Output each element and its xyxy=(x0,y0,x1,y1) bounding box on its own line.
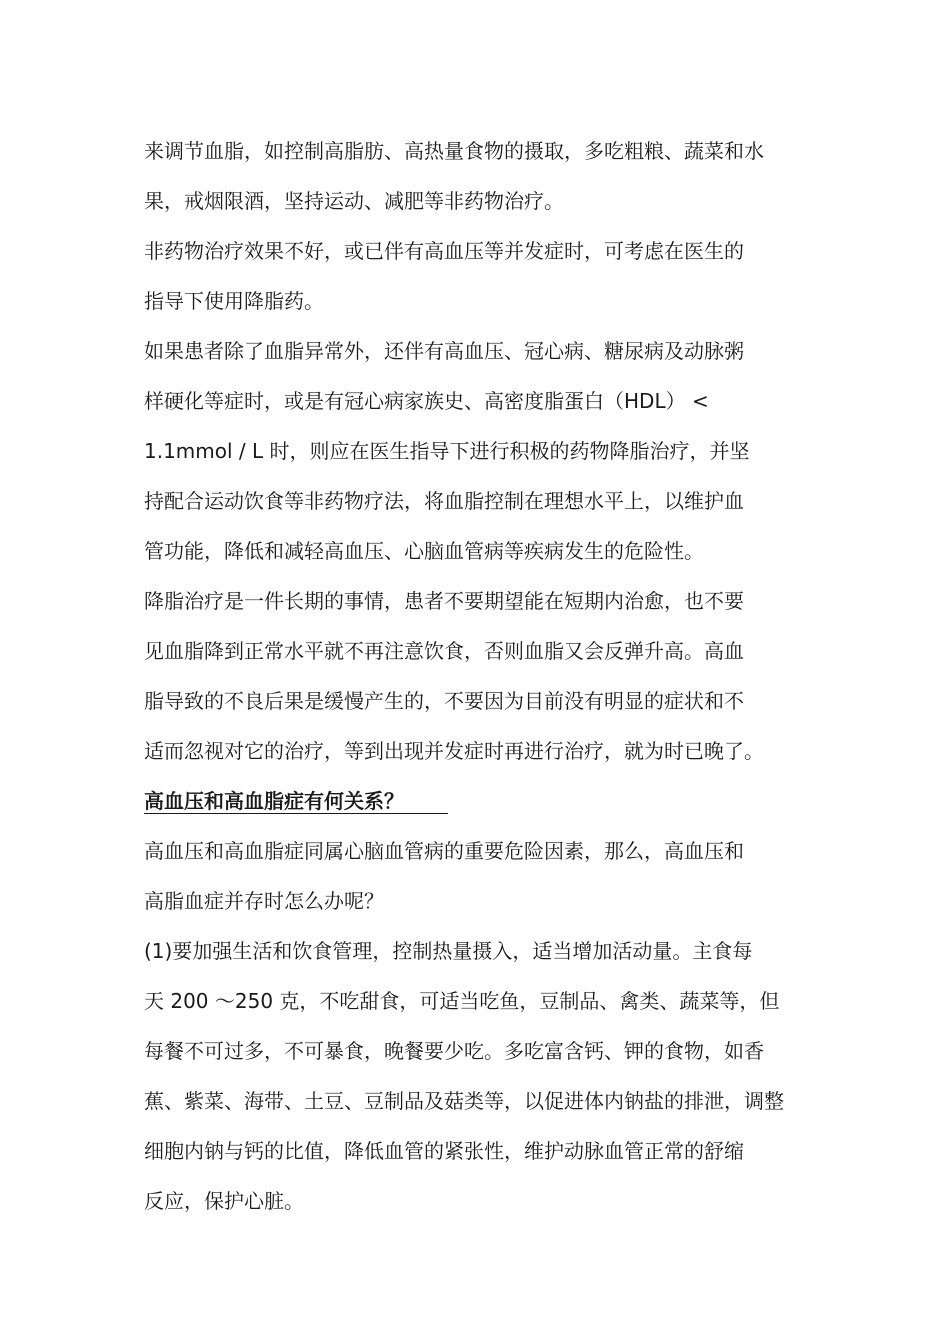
text-line: 每餐不可过多，不可暴食，晚餐要少吃。多吃富含钙、钾的食物，如香 xyxy=(144,1039,764,1063)
text-line: 如果患者除了血脂异常外，还伴有高血压、冠心病、糖尿病及动脉粥 xyxy=(144,339,744,363)
paragraph-drug-therapy xyxy=(144,226,824,326)
text-line: 反应，保护心脏。 xyxy=(144,1189,304,1213)
paragraph-diet-control xyxy=(144,126,824,226)
text-line: 高脂血症并存时怎么办呢？ xyxy=(144,889,384,913)
text-line: 果，戒烟限酒，坚持运动、减肥等非药物治疗。 xyxy=(144,189,564,213)
text-line: 天 200 ～250 克，不吃甜食，可适当吃鱼，豆制品、禽类、蔬菜等，但 xyxy=(144,989,780,1013)
paragraph-comorbidity xyxy=(144,326,824,576)
text-line: 高血压和高血脂症同属心脑血管病的重要危险因素，那么，高血压和 xyxy=(144,839,744,863)
text-line: 降脂治疗是一件长期的事情，患者不要期望能在短期内治愈，也不要 xyxy=(144,589,744,613)
text-line: 管功能，降低和减轻高血压、心脑血管病等疾病发生的危险性。 xyxy=(144,539,704,563)
text-line: 蕉、紫菜、海带、土豆、豆制品及菇类等，以促进体内钠盐的排泄，调整 xyxy=(144,1089,784,1113)
text-line: 非药物治疗效果不好，或已伴有高血压等并发症时，可考虑在医生的 xyxy=(144,239,744,263)
text-line: 细胞内钠与钙的比值，降低血管的紧张性，维护动脉血管正常的舒缩 xyxy=(144,1139,744,1163)
text-line: 脂导致的不良后果是缓慢产生的，不要因为目前没有明显的症状和不 xyxy=(144,689,744,713)
text-line: 样硬化等症时，或是有冠心病家族史、高密度脂蛋白（HDL） < xyxy=(144,389,709,413)
paragraph-long-term-treatment xyxy=(144,576,824,776)
document-body xyxy=(144,126,824,1226)
text-line: 见血脂降到正常水平就不再注意饮食，否则血脂又会反弹升高。高血 xyxy=(144,639,744,663)
text-line: 指导下使用降脂药。 xyxy=(144,289,324,313)
text-line: 适而忽视对它的治疗，等到出现并发症时再进行治疗，就为时已晚了。 xyxy=(144,739,764,763)
text-line: 1.1mmol / L 时，则应在医生指导下进行积极的药物降脂治疗，并坚 xyxy=(144,439,750,463)
section-heading xyxy=(144,776,824,826)
text-line: 持配合运动饮食等非药物疗法，将血脂控制在理想水平上，以维护血 xyxy=(144,489,744,513)
text-line: 来调节血脂，如控制高脂肪、高热量食物的摄取，多吃粗粮、蔬菜和水 xyxy=(144,139,764,163)
text-line: (1)要加强生活和饮食管理，控制热量摄入，适当增加活动量。主食每 xyxy=(144,939,753,963)
section-heading-text: 高血压和高血脂症有何关系？ xyxy=(144,789,448,814)
paragraph-risk-factors xyxy=(144,826,824,926)
paragraph-lifestyle-management xyxy=(144,926,824,1226)
